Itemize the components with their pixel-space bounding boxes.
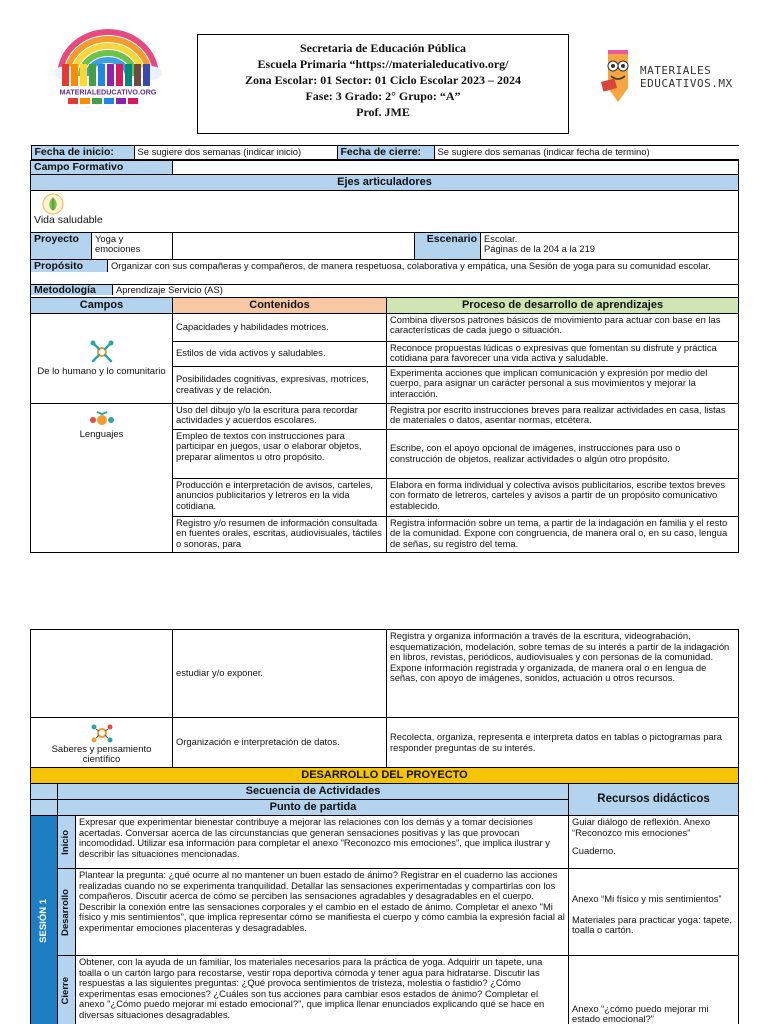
recurso-3: Anexo “Mi físico y mis sentimientos” [572, 893, 722, 904]
header-line-sep: Secretaria de Educación Pública [299, 41, 467, 55]
fecha-inicio-value: Se sugiere dos semanas (indicar inicio) [134, 146, 337, 160]
metodologia-label: Metodología [31, 285, 113, 296]
proceso-2: Reconoce propuestas lúdicas o expresivas que fomentan su disfrute y práctica cotidiana para favorecer una vida activa y saludable. [387, 341, 739, 366]
cierre-label: Cierre [60, 977, 72, 1005]
recurso-5: Anexo “¿cómo puedo mejorar mi estado emocional?” [572, 1002, 709, 1024]
contenido-3: Posibilidades cognitivas, expresivas, motrices, creativas y de relación. [173, 366, 387, 403]
contenido-2: Estilos de vida activos y saludables. [173, 341, 387, 366]
header-line-school: Escuela Primaria “https://materialeducativo.org/ [257, 57, 509, 71]
paginas-value: Páginas de la 204 a la 219 [484, 243, 596, 255]
campo-formativo-label: Campo Formativo [31, 160, 173, 174]
header-line-zone: Zona Escolar: 01 Sector: 01 Ciclo Escolar 2023 – 2024 [244, 73, 522, 87]
materialeseducativos-logo [598, 46, 733, 106]
recurso-2: Cuaderno. [572, 845, 616, 857]
escenario-value: Escolar. [484, 232, 518, 244]
contenido-1: Capacidades y habilidades motrices. [173, 313, 387, 341]
cierre-text: Obtener, con la ayuda de un familiar, los materiales necesarios para la práctica de yoga. Adquirir un tapete, una toalla o un cartón largo para recostarse, vestir ropa deportiva cómoda y tener agua para hidratarse. Discutir las respuestas a las siguientes preguntas: ¿Qué provoca sentimientos de tristeza, molestia o fastidio? ¿Cómo experimentas esas emociones? ¿Cuáles son tus acciones para cambiar esos estados de ánimo? Completar el anexo "¿Cómo puedo mejorar mi estado emocional?", que implica llenar enunciados explicando qué se hace en diversas situaciones desagradables. [79, 956, 545, 1020]
recurso-1: Guiar diálogo de reflexión. Anexo “Reconozco mis emociones” [572, 816, 711, 838]
desarrollo-text: Plantear la pregunta: ¿qué ocurre al no mantener un buen estado de ánimo? Registrar en el cuaderno las acciones realizadas cuando no se experimenta tranquilidad. Detallar las sensaciones experimentadas y compartirlas con los compañeros. Discutir acerca de cómo se perciben las sensaciones agradables y desagradables en el cuerpo. Describir la conexión entre las sensaciones corporales y el cambio en el estado de ánimo. Completar el anexo "Mi físico y mis sentimientos", que implica representar cómo se manifiesta el cuerpo y cómo cambia la expresión facial al experimentar emociones placenteras y desagradables. [79, 869, 565, 933]
proyecto-value: Yoga y emociones [91, 233, 172, 259]
desarrollo-header: DESARROLLO DEL PROYECTO [31, 768, 739, 784]
metodologia-value: Aprendizaje Servicio (AS) [116, 284, 223, 295]
rainbow-crayons-icon [48, 28, 168, 108]
logo-right-line2: EDUCATIVOS.MX [640, 77, 733, 90]
proposito-value: Organizar con sus compañeras y compañeros, de manera respetuosa, colaborativa y empática, una Sesión de yoga para su comunidad escolar. [111, 259, 711, 271]
proceso-header: Proceso de desarrollo de aprendizajes [387, 297, 739, 313]
punto-partida-header: Punto de partida [58, 800, 569, 816]
proceso-1: Combina diversos patrones básicos de movimiento para actuar con base en las características de cada juego o situación. [387, 313, 739, 341]
lenguajes-icon [89, 408, 115, 428]
proceso-5: Escribe, con el apoyo opcional de imágenes, instrucciones para uso o construcción de objetos, realizar actividades o algún otro propósito. [387, 429, 739, 478]
contenido-7: Registro y/o resumen de información consultada en fuentes orales, escritas, audiovisuales, táctiles o sonoras, para [173, 516, 387, 552]
logo-left-text: MATERIALEDUCATIVO.ORG [59, 87, 157, 97]
proceso-7-cont: Registra y organiza información a través de la escritura, videograbación, esquematización, modelación, sobre temas de su interés a partir de la indagación en libros, revistas, periódicos, audiovisuales y con personas de la comunidad. Expone información registrada y organizada, de manera oral o en lengua de señas, con apoyo de imágenes, sonidos, actuación u otros recursos. [387, 630, 739, 718]
fecha-cierre-label: Fecha de cierre: [337, 146, 434, 160]
proceso-6: Elabora en forma individual y colectiva avisos publicitarios, escribe textos breves con formato de letreros, carteles y avisos a partir de un propósito comunicativo establecido. [387, 478, 739, 516]
contenido-5: Empleo de textos con instrucciones para participar en juegos, usar o elaborar objetos, preparar alimentos u otro propósito. [173, 429, 387, 478]
campo-humano-comunitario: De lo humano y lo comunitario [37, 365, 166, 377]
materialeducativo-logo [48, 28, 168, 108]
school-header [197, 34, 569, 134]
planning-table [30, 145, 739, 553]
recursos-header: Recursos didácticos [569, 784, 739, 816]
proposito-label: Propósito [31, 260, 108, 273]
proceso-7: Registra información sobre un tema, a partir de la indagación en familia y el resto de la comunidad. Expone con congruencia, de manera oral o, en su caso, lengua de señas, su registro del tema. [387, 516, 739, 552]
eje-vida-saludable: Vida saludable [34, 213, 103, 226]
ejes-header: Ejes articuladores [31, 174, 739, 190]
contenido-6: Producción e interpretación de avisos, carteles, anuncios publicitarios y letreros en la vida cotidiana. [173, 478, 387, 516]
proceso-4: Registra por escrito instrucciones breves para realizar actividades en casa, listas de materiales o datos, asentar normas, etcétera. [387, 403, 739, 429]
fecha-inicio-label: Fecha de inicio: [31, 146, 134, 160]
contenidos-header: Contenidos [173, 297, 387, 313]
desarrollo-label: Desarrollo [60, 888, 72, 936]
fecha-cierre-value: Se sugiere dos semanas (indicar fecha de termino) [434, 146, 739, 160]
saberes-pensamiento-icon [89, 721, 115, 745]
sesion-1-label: SESIÓN 1 [37, 899, 49, 943]
humano-comunitario-icon [89, 339, 115, 365]
vida-saludable-icon [42, 193, 64, 215]
planning-table-continued [30, 629, 739, 1024]
contenido-7-cont: estudiar y/o exponer. [173, 630, 387, 718]
campo-saberes: Saberes y pensamiento científico [51, 743, 152, 766]
campo-lenguajes: Lenguajes [79, 428, 124, 440]
proceso-3: Experimenta acciones que implican comunicación y expresión por medio del cuerpo, para asignar un carácter personal a sus movimientos y mejorar la interacción. [387, 366, 739, 403]
pencil-mascot-icon [598, 46, 638, 104]
recurso-4: Materiales para practicar yoga: tapete, toalla o cartón. [572, 913, 732, 936]
proyecto-label: Proyecto [34, 232, 79, 245]
header-line-teacher: Prof. JME [356, 105, 410, 119]
contenido-8: Organización e interpretación de datos. [173, 718, 387, 768]
proceso-8: Recolecta, organiza, representa e interpreta datos en tablas o pictogramas para responder preguntas de su interés. [387, 718, 739, 768]
inicio-text: Expresar que experimentar bienestar contribuye a mejorar las relaciones con los demás y a tomar decisiones acertadas. Conversar acerca de las circunstancias que generan sensaciones positivas y las que provocan incomodidad. Utilizar esa información para completar el anexo "Reconozco mis emociones", que implica ilustrar y describir las situaciones mencionadas. [79, 816, 550, 859]
secuencia-header: Secuencia de Actividades [58, 784, 569, 800]
header-line-grade: Fase: 3 Grado: 2° Grupo: “A” [305, 89, 461, 103]
campos-header: Campos [31, 297, 173, 313]
contenido-4: Uso del dibujo y/o la escritura para recordar actividades y acuerdos escolares. [173, 403, 387, 429]
escenario-label: Escenario [415, 232, 481, 259]
logo-right-line1: MATERIALES [640, 64, 712, 77]
inicio-label: Inicio [60, 829, 72, 855]
